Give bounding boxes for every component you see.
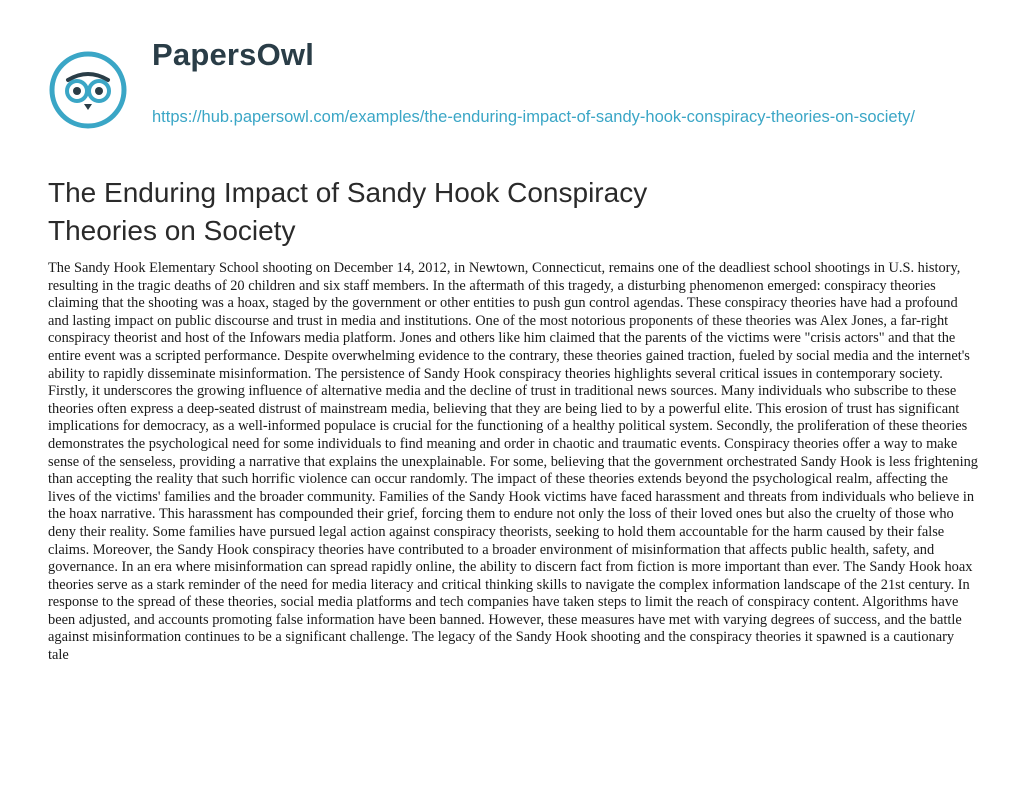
document-title: The Enduring Impact of Sandy Hook Conspiracy Theories on Society (48, 177, 648, 246)
site-header (48, 34, 1008, 144)
owl-logo-icon (48, 50, 128, 130)
document-body: The Sandy Hook Elementary School shooting on December 14, 2012, in Newtown, Connecticut, remains one of the deadliest school shootings in U.S. history, resulting in the tragic deaths of 20 children and six staff members. In the aftermath of this tragedy, a disturbing phenomenon emerged: conspiracy theories claiming that the shooting was a hoax, staged by the government or other entities to push gun control agendas. These conspiracy theories have had a profound and lasting impact on public discourse and trust in media and institutions. One of the most notorious proponents of these theories was Alex Jones, a far-right conspiracy theorist and host of the Infowars media platform. Jones and others like him claimed that the parents of the victims were "crisis actors" and that the entire event was a scripted performance. Despite overwhelming evidence to the contrary, these theories gained traction, fueled by social media and the internet's ability to rapidly disseminate misinformation. The persistence of Sandy Hook conspiracy theories highlights several critical issues in contemporary society. Firstly, it underscores the growing influence of alternative media and the decline of trust in traditional news sources. Many individuals who subscribe to these theories often express a deep-seated distrust of mainstream media, believing that they are being lied to by a powerful elite. This erosion of trust has significant implications for democracy, as a well-informed populace is crucial for the functioning of a healthy political system. Secondly, the proliferation of these theories demonstrates the psychological need for some individuals to find meaning and order in chaotic and traumatic events. Conspiracy theories offer a way to make sense of the senseless, providing a narrative that explains the unexplainable. For some, believing that the government orchestrated Sandy Hook is less frightening than accepting the reality that such horrific violence can occur randomly. The impact of these theories extends beyond the psychological realm, affecting the lives of the victims' families and the broader community. Families of the Sandy Hook victims have faced harassment and threats from individuals who believe in the hoax narrative. This harassment has compounded their grief, forcing them to endure not only the loss of their loved ones but also the cruelty of those who deny their reality. Some families have pursued legal action against conspiracy theorists, seeking to hold them accountable for the harm caused by their false claims. Moreover, the Sandy Hook conspiracy theories have contributed to a broader environment of misinformation that affects public health, safety, and governance. In an era where misinformation can spread rapidly online, the ability to discern fact from fiction is more important than ever. The Sandy Hook hoax theories serve as a stark reminder of the need for media literacy and critical thinking skills to navigate the complex information landscape of the 21st century. In response to the spread of these theories, social media platforms and tech companies have taken steps to limit the reach of conspiracy content. Algorithms have been adjusted, and accounts promoting false information have been banned. However, these measures have met with varying degrees of success, and the battle against misinformation continues to be a significant challenge. The legacy of the Sandy Hook shooting and the conspiracy theories it spawned is a cautionary tale (48, 260, 978, 664)
source-url[interactable]: https://hub.papersowl.com/examples/the-enduring-impact-of-sandy-hook-conspiracy-theories-on-society/ (152, 108, 916, 126)
brand-name: PapersOwl (152, 37, 315, 72)
